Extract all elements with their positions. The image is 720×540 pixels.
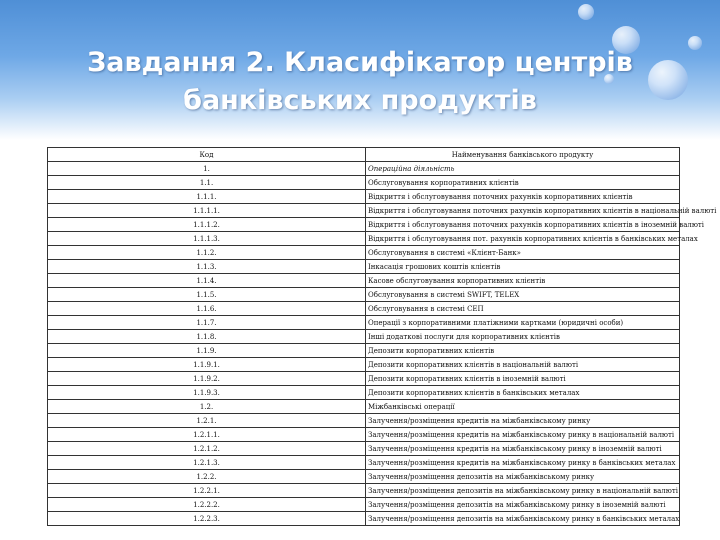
table-row xyxy=(48,260,680,274)
cell-product-name: Відкриття і обслуговування поточних рахунків корпоративних клієнтів в національній валюті xyxy=(366,204,680,218)
cell-product-name: Міжбанківські операції xyxy=(366,400,680,414)
table-header-row xyxy=(48,148,680,162)
cell-code: 1.2.2.3. xyxy=(48,512,366,526)
table-row xyxy=(48,288,680,302)
cell-product-name: Депозити корпоративних клієнтів xyxy=(366,344,680,358)
cell-product-name: Відкриття і обслуговування пот. рахунків корпоративних клієнтів в банківських металах xyxy=(366,232,680,246)
table-row xyxy=(48,470,680,484)
cell-product-name: Залучення/розміщення кредитів на міжбанківському ринку в банківських металах xyxy=(366,456,680,470)
cell-code: 1.1.1.2. xyxy=(48,218,366,232)
table-row xyxy=(48,176,680,190)
cell-code: 1.2.1.3. xyxy=(48,456,366,470)
cell-code: 1.2. xyxy=(48,400,366,414)
table-row xyxy=(48,512,680,526)
cell-product-name: Депозити корпоративних клієнтів в національній валюті xyxy=(366,358,680,372)
cell-code: 1.2.1. xyxy=(48,414,366,428)
cell-code: 1.1. xyxy=(48,176,366,190)
classifier-table xyxy=(47,147,717,526)
table-row xyxy=(48,358,680,372)
table-row xyxy=(48,498,680,512)
table-row xyxy=(48,428,680,442)
cell-code: 1.2.2.2. xyxy=(48,498,366,512)
cell-product-name: Обслуговування корпоративних клієнтів xyxy=(366,176,680,190)
cell-product-name: Інкасація грошових коштів клієнтів xyxy=(366,260,680,274)
table-row xyxy=(48,204,680,218)
table-row xyxy=(48,344,680,358)
title-line-1: Завдання 2. Класифікатор центрів xyxy=(87,47,633,78)
cell-code: 1.1.9.2. xyxy=(48,372,366,386)
table-row xyxy=(48,316,680,330)
table-row xyxy=(48,484,680,498)
cell-code: 1.1.9.3. xyxy=(48,386,366,400)
table-row xyxy=(48,162,680,176)
decorative-bubble xyxy=(578,4,594,20)
cell-product-name: Залучення/розміщення кредитів на міжбанківському ринку xyxy=(366,414,680,428)
cell-code: 1.1.1.3. xyxy=(48,232,366,246)
table-row xyxy=(48,372,680,386)
table-row xyxy=(48,400,680,414)
cell-code: 1.2.2. xyxy=(48,470,366,484)
table-row xyxy=(48,442,680,456)
title-line-2: банківських продуктів xyxy=(183,85,537,116)
table-row xyxy=(48,414,680,428)
header-product-name: Найменування банківського продукту xyxy=(366,148,680,162)
cell-product-name: Обслуговування в системі «Клієнт-Банк» xyxy=(366,246,680,260)
table-row xyxy=(48,456,680,470)
table-row xyxy=(48,246,680,260)
table-row xyxy=(48,232,680,246)
cell-code: 1.1.6. xyxy=(48,302,366,316)
cell-product-name: Депозити корпоративних клієнтів в банківських металах xyxy=(366,386,680,400)
cell-product-name: Депозити корпоративних клієнтів в іноземній валюті xyxy=(366,372,680,386)
cell-code: 1.1.4. xyxy=(48,274,366,288)
cell-code: 1.2.1.2. xyxy=(48,442,366,456)
cell-code: 1.2.1.1. xyxy=(48,428,366,442)
cell-code: 1.2.2.1. xyxy=(48,484,366,498)
slide-title xyxy=(0,44,720,120)
table-body xyxy=(48,162,717,526)
cell-code: 1.1.5. xyxy=(48,288,366,302)
cell-product-name: Залучення/розміщення кредитів на міжбанківському ринку в національній валюті xyxy=(366,428,680,442)
table-row xyxy=(48,330,680,344)
cell-product-name: Залучення/розміщення депозитів на міжбанківському ринку xyxy=(366,470,680,484)
table-row xyxy=(48,386,680,400)
cell-product-name: Залучення/розміщення депозитів на міжбанківському ринку в національній валюті xyxy=(366,484,680,498)
cell-product-name: Операційна діяльність xyxy=(366,162,680,176)
classifier-table-container xyxy=(47,147,717,526)
table-row xyxy=(48,302,680,316)
cell-product-name: Залучення/розміщення кредитів на міжбанківському ринку в іноземній валюті xyxy=(366,442,680,456)
cell-product-name: Залучення/розміщення депозитів на міжбанківському ринку в банківських металах xyxy=(366,512,680,526)
cell-code: 1.1.8. xyxy=(48,330,366,344)
cell-product-name: Відкриття і обслуговування поточних рахунків корпоративних клієнтів xyxy=(366,190,680,204)
cell-code: 1.1.7. xyxy=(48,316,366,330)
header-code: Код xyxy=(48,148,366,162)
table-row xyxy=(48,218,680,232)
cell-product-name: Касове обслуговування корпоративних клієнтів xyxy=(366,274,680,288)
cell-code: 1.1.9.1. xyxy=(48,358,366,372)
cell-code: 1.1.1.1. xyxy=(48,204,366,218)
cell-product-name: Інші додаткові послуги для корпоративних клієнтів xyxy=(366,330,680,344)
cell-product-name: Операції з корпоративними платіжними картками (юридичні особи) xyxy=(366,316,680,330)
cell-product-name: Залучення/розміщення депозитів на міжбанківському ринку в іноземній валюті xyxy=(366,498,680,512)
table-row xyxy=(48,190,680,204)
cell-product-name: Відкриття і обслуговування поточних рахунків корпоративних клієнтів в іноземній валюті xyxy=(366,218,680,232)
cell-code: 1. xyxy=(48,162,366,176)
cell-code: 1.1.2. xyxy=(48,246,366,260)
cell-code: 1.1.1. xyxy=(48,190,366,204)
cell-product-name: Обслуговування в системі SWIFT, TELEX xyxy=(366,288,680,302)
table-row xyxy=(48,274,680,288)
cell-code: 1.1.3. xyxy=(48,260,366,274)
cell-code: 1.1.9. xyxy=(48,344,366,358)
cell-product-name: Обслуговування в системі СЕП xyxy=(366,302,680,316)
